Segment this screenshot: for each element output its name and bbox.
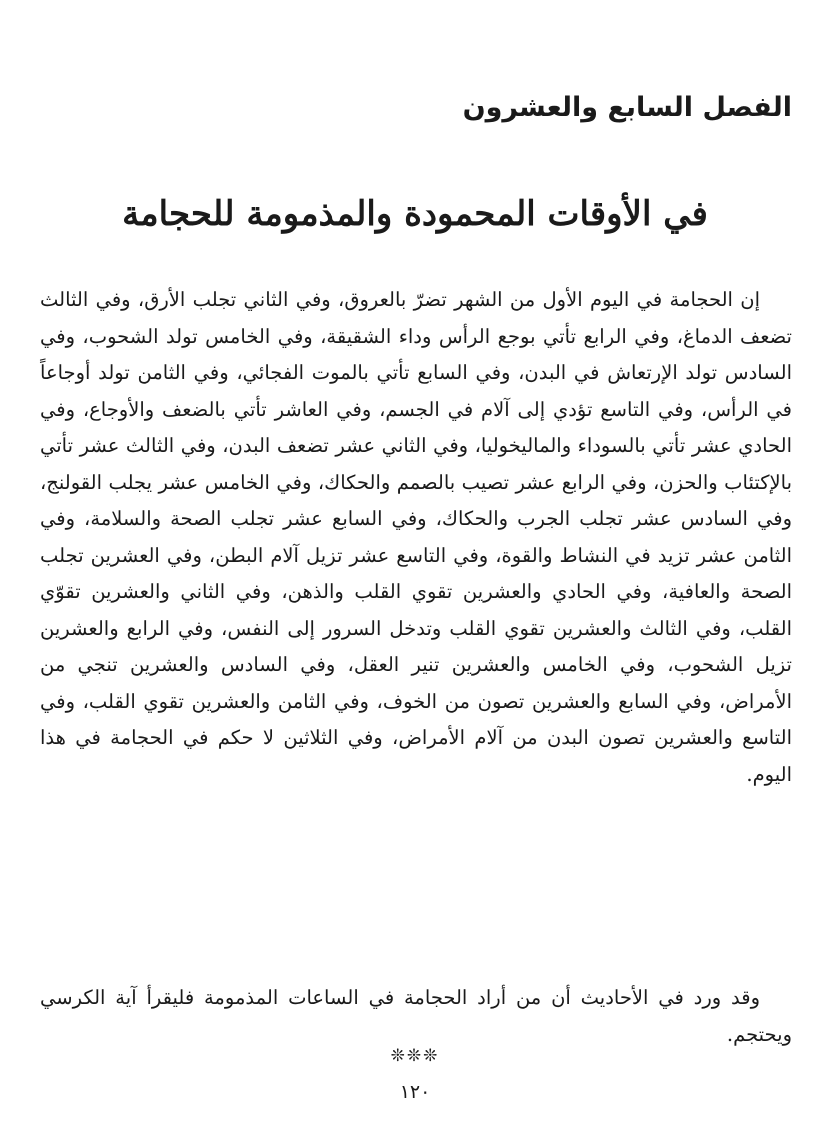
chapter-title: في الأوقات المحمودة والمذمومة للحجامة bbox=[122, 194, 708, 234]
chapter-heading: الفصل السابع والعشرون bbox=[462, 92, 792, 123]
section-separator: ❊❊❊ bbox=[390, 1046, 440, 1066]
page-number: ١٢٠ bbox=[399, 1081, 431, 1103]
body-paragraph: إن الحجامة في اليوم الأول من الشهر تضرّ بالعروق، وفي الثاني تجلب الأرق، وفي الثالث تضعف الدماغ، وفي الرابع تأتي بوجع الرأس وداء الشقيقة، وفي الخامس تولد الشحوب، وفي السادس تولد الإرتعاش في البدن، وفي السابع تأتي بالموت الفجائي، وفي الثامن تولد أوجاعاً في الرأس، وفي التاسع تؤدي إلى آلام في الجسم، وفي العاشر تأتي بالضعف والأوجاع، وفي الحادي عشر تأتي بالسوداء والماليخوليا، وفي الثاني عشر تضعف البدن، وفي الثالث عشر تأتي بالإكتئاب والحزن، وفي الرابع عشر تصيب بالصمم والحكاك، وفي الخامس عشر يجلب القولنج، وفي السادس عشر تجلب الجرب والحكاك، وفي السابع عشر تجلب الصحة والسلامة، وفي الثامن عشر تزيد في النشاط والقوة، وفي التاسع عشر تزيل آلام البطن، وفي العشرين تجلب الصحة والعافية، وفي الحادي والعشرين تقوي القلب والذهن، وفي الثاني والعشرين تقوّي القلب، وفي الثالث والعشرين تقوي القلب وتدخل السرور إلى النفس، وفي الرابع والعشرين تزيل الشحوب، وفي الخامس والعشرين تنير العقل، وفي السادس والعشرين تنجي من الأمراض، وفي السابع والعشرين تصون من الخوف، وفي الثامن والعشرين تقوي القلب، وفي التاسع والعشرين تصون البدن من آلام الأمراض، وفي الثلاثين لا حكم في الحجامة في هذا اليوم. bbox=[40, 288, 792, 786]
body-paragraph: وقد ورد في الأحاديث أن من أراد الحجامة في الساعات المذمومة فليقرأ آية الكرسي ويحتجم. bbox=[40, 986, 792, 1046]
